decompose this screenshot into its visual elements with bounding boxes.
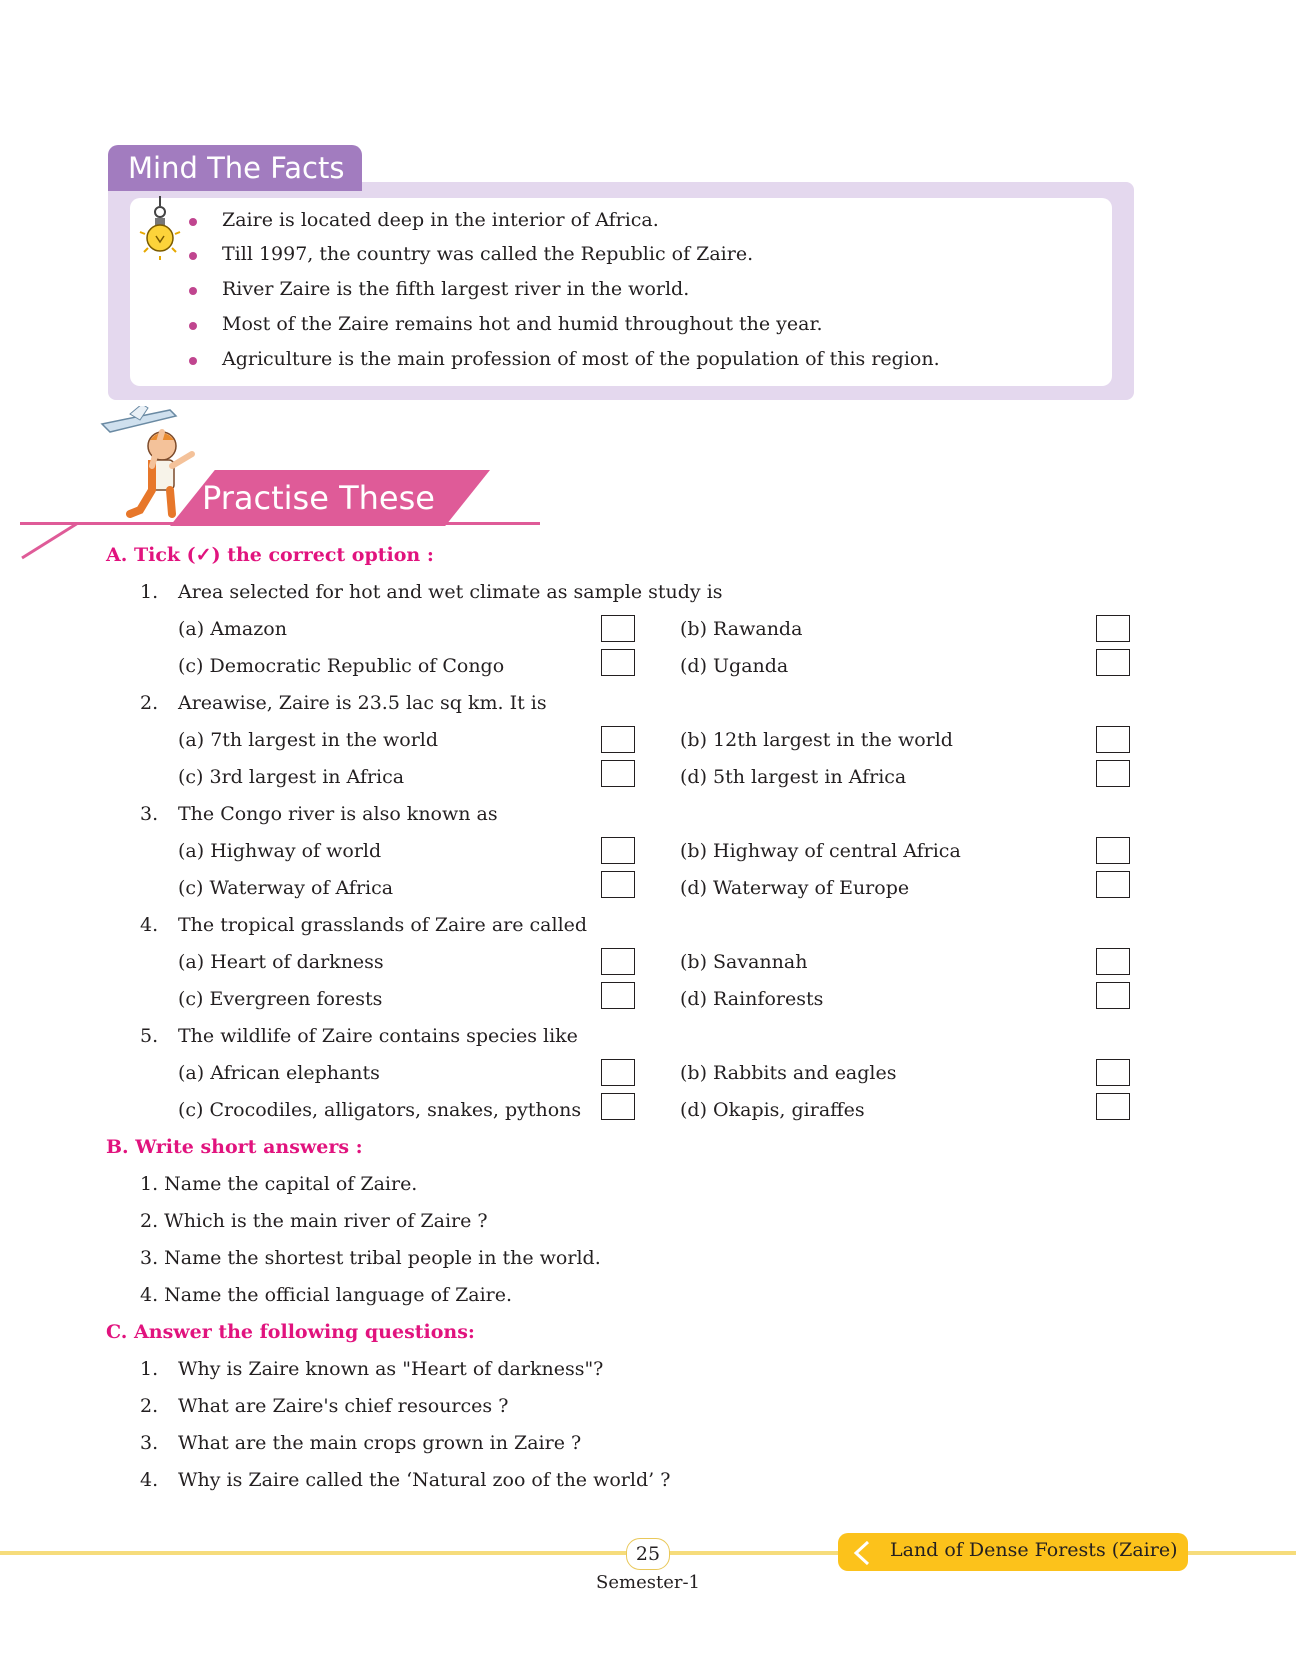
option-checkbox[interactable] [601, 615, 635, 642]
option-checkbox[interactable] [1096, 615, 1130, 642]
option-checkbox[interactable] [601, 1059, 635, 1086]
option-label: (c) Waterway of Africa [178, 877, 394, 899]
fact-item: Till 1997, the country was called the Republic of Zaire. [222, 243, 754, 265]
bullet-icon [189, 252, 197, 260]
option-checkbox[interactable] [601, 726, 635, 753]
option-checkbox[interactable] [1096, 871, 1130, 898]
bullet-icon [189, 287, 197, 295]
option-checkbox[interactable] [1096, 837, 1130, 864]
option-checkbox[interactable] [601, 837, 635, 864]
mind-facts-title: Mind The Facts [108, 145, 362, 191]
fact-item: River Zaire is the fifth largest river in the world. [222, 278, 690, 300]
option-checkbox[interactable] [601, 1093, 635, 1120]
option-label: (a) Amazon [178, 618, 287, 640]
question-text: The tropical grasslands of Zaire are called [178, 914, 588, 936]
option-checkbox[interactable] [601, 649, 635, 676]
chevron-left-icon [852, 1540, 872, 1566]
option-label: (a) 7th largest in the world [178, 729, 439, 751]
fact-item: Agriculture is the main profession of most of the population of this region. [222, 348, 940, 370]
option-label: (d) 5th largest in Africa [680, 766, 907, 788]
bullet-icon [189, 218, 197, 226]
option-checkbox[interactable] [1096, 948, 1130, 975]
fact-item: Zaire is located deep in the interior of Africa. [222, 209, 659, 231]
question-number: 3. [140, 803, 159, 825]
page-number: 25 [626, 1538, 670, 1570]
question-number: 2. [140, 692, 159, 714]
question-number: 4. [140, 914, 159, 936]
option-label: (c) Evergreen forests [178, 988, 383, 1010]
option-checkbox[interactable] [601, 948, 635, 975]
option-checkbox[interactable] [1096, 726, 1130, 753]
question-number: 4. [140, 1469, 159, 1491]
question-text: The Congo river is also known as [178, 803, 498, 825]
option-label: (d) Uganda [680, 655, 789, 677]
option-checkbox[interactable] [601, 871, 635, 898]
long-answer-question: Why is Zaire known as "Heart of darkness"? [178, 1358, 604, 1380]
option-label: (a) Highway of world [178, 840, 382, 862]
section-b-heading: B. Write short answers : [106, 1136, 363, 1158]
practise-title: Practise These [202, 479, 435, 517]
option-checkbox[interactable] [601, 982, 635, 1009]
short-answer-question: 3. Name the shortest tribal people in the world. [140, 1247, 601, 1269]
option-checkbox[interactable] [1096, 1059, 1130, 1086]
section-a-heading: A. Tick (✓) the correct option : [106, 544, 434, 566]
option-checkbox[interactable] [601, 760, 635, 787]
section-c-heading: C. Answer the following questions: [106, 1321, 475, 1343]
option-label: (c) Democratic Republic of Congo [178, 655, 505, 677]
semester-label: Semester-1 [596, 1572, 700, 1593]
option-label: (b) Rawanda [680, 618, 803, 640]
short-answer-question: 4. Name the official language of Zaire. [140, 1284, 513, 1306]
option-label: (d) Okapis, giraffes [680, 1099, 865, 1121]
question-number: 3. [140, 1432, 159, 1454]
question-number: 1. [140, 1358, 159, 1380]
option-label: (c) Crocodiles, alligators, snakes, pythons [178, 1099, 582, 1121]
short-answer-question: 2. Which is the main river of Zaire ? [140, 1210, 488, 1232]
option-label: (b) 12th largest in the world [680, 729, 953, 751]
long-answer-question: What are Zaire's chief resources ? [178, 1395, 509, 1417]
option-label: (c) 3rd largest in Africa [178, 766, 405, 788]
question-text: Areawise, Zaire is 23.5 lac sq km. It is [178, 692, 547, 714]
bullet-icon [189, 322, 197, 330]
option-label: (d) Rainforests [680, 988, 824, 1010]
short-answer-question: 1. Name the capital of Zaire. [140, 1173, 418, 1195]
option-label: (b) Rabbits and eagles [680, 1062, 897, 1084]
question-text: The wildlife of Zaire contains species like [178, 1025, 578, 1047]
light-bulb-icon [136, 196, 184, 262]
option-checkbox[interactable] [1096, 1093, 1130, 1120]
long-answer-question: Why is Zaire called the ‘Natural zoo of the world’ ? [178, 1469, 671, 1491]
question-number: 2. [140, 1395, 159, 1417]
option-checkbox[interactable] [1096, 982, 1130, 1009]
practise-divider-tail [20, 522, 80, 562]
long-answer-question: What are the main crops grown in Zaire ? [178, 1432, 582, 1454]
option-label: (a) African elephants [178, 1062, 380, 1084]
chapter-title: Land of Dense Forests (Zaire) [890, 1539, 1178, 1561]
option-label: (b) Highway of central Africa [680, 840, 961, 862]
question-number: 1. [140, 581, 159, 603]
option-label: (b) Savannah [680, 951, 808, 973]
fact-item: Most of the Zaire remains hot and humid throughout the year. [222, 313, 823, 335]
option-label: (d) Waterway of Europe [680, 877, 910, 899]
question-text: Area selected for hot and wet climate as sample study is [178, 581, 723, 603]
option-checkbox[interactable] [1096, 649, 1130, 676]
option-checkbox[interactable] [1096, 760, 1130, 787]
question-number: 5. [140, 1025, 159, 1047]
bullet-icon [189, 357, 197, 365]
option-label: (a) Heart of darkness [178, 951, 384, 973]
